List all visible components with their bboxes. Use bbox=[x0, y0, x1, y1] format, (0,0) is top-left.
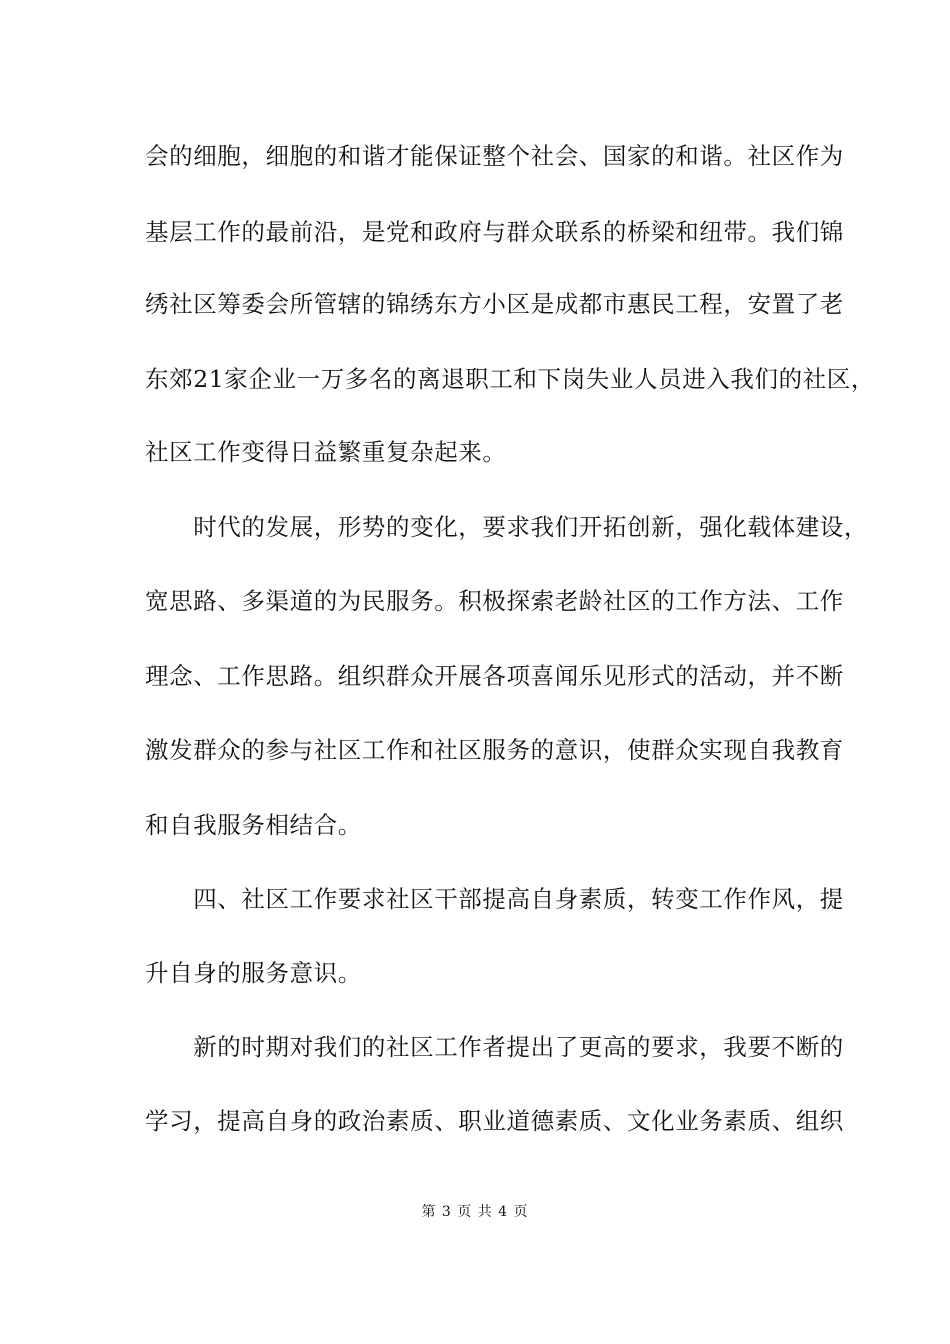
text-line: 升自身的服务意识。 bbox=[145, 959, 362, 987]
text-line: 和自我服务相结合。 bbox=[145, 811, 362, 839]
text-line: 宽思路、多渠道的为民服务。积极探索老龄社区的工作方法、工作 bbox=[145, 587, 844, 615]
text-line: 学习，提高自身的政治素质、职业道德素质、文化业务素质、组织 bbox=[145, 1107, 844, 1135]
text-line: 激发群众的参与社区工作和社区服务的意识，使群众实现自我教育 bbox=[145, 736, 844, 764]
text-line: 绣社区筹委会所管辖的锦绣东方小区是成都市惠民工程，安置了老 bbox=[145, 290, 844, 318]
text-line: 社区工作变得日益繁重复杂起来。 bbox=[145, 438, 507, 466]
text-line: 会的细胞，细胞的和谐才能保证整个社会、国家的和谐。社区作为 bbox=[145, 142, 844, 170]
text-line: 理念、工作思路。组织群众开展各项喜闻乐见形式的活动，并不断 bbox=[145, 662, 844, 690]
text-line: 基层工作的最前沿，是党和政府与群众联系的桥梁和纽带。我们锦 bbox=[145, 218, 844, 246]
text-line: 时代的发展，形势的变化，要求我们开拓创新，强化载体建设， bbox=[145, 513, 868, 541]
text-line: 四、社区工作要求社区干部提高自身素质，转变工作作风，提 bbox=[145, 885, 844, 913]
page-number-footer: 第 3 页 共 4 页 bbox=[421, 1204, 529, 1220]
text-line: 新的时期对我们的社区工作者提出了更高的要求，我要不断的 bbox=[145, 1033, 844, 1061]
text-line: 东郊21家企业一万多名的离退职工和下岗失业人员进入我们的社区， bbox=[145, 365, 876, 393]
